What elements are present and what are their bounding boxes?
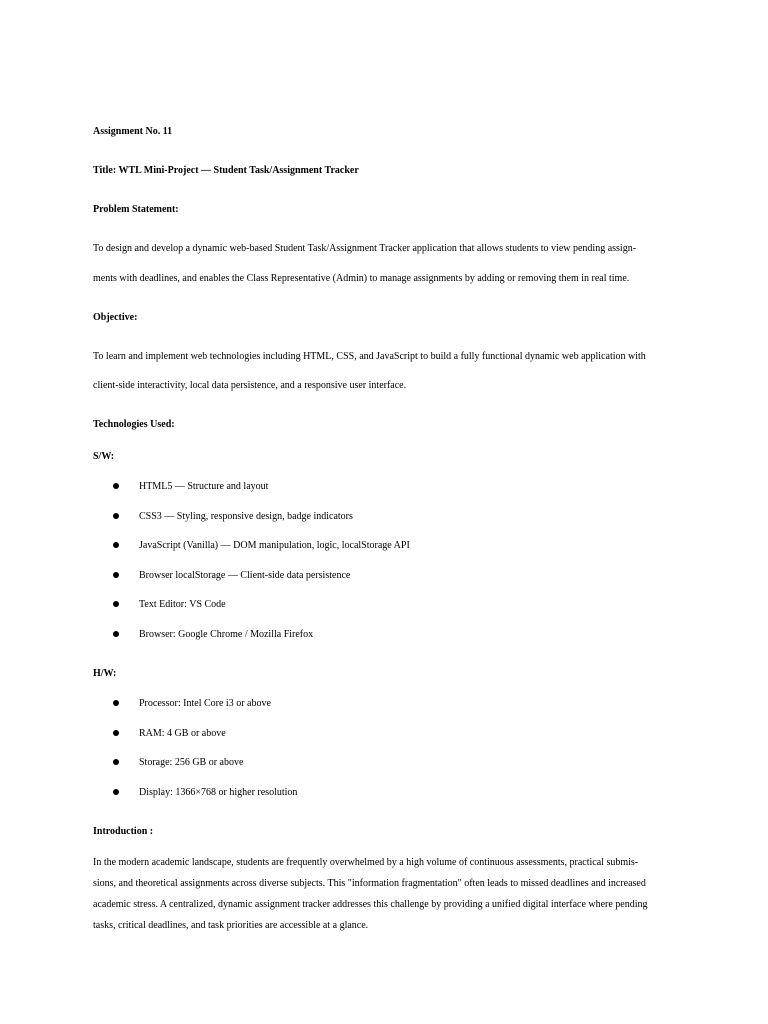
introduction-line: In the modern academic landscape, students are frequently overwhelmed by a high volume of continuous assessments, practical submis-: [93, 857, 639, 868]
list-item-text: Text Editor: VS Code: [139, 599, 226, 610]
introduction-line: sions, and theoretical assignments across diverse subjects. This "information fragmentation" often leads to missed deadlines and increased: [93, 878, 646, 889]
bullet-icon: [113, 483, 119, 489]
assignment-number: Assignment No. 11: [93, 126, 173, 137]
list-item-text: HTML5 — Structure and layout: [139, 481, 269, 492]
bullet-icon: [113, 759, 119, 765]
introduction-line: tasks, critical deadlines, and task priorities are accessible at a glance.: [93, 920, 369, 931]
introduction-heading: Introduction :: [93, 826, 154, 837]
bullet-icon: [113, 631, 119, 637]
list-item-text: RAM: 4 GB or above: [139, 728, 226, 739]
document-page: [93, 0, 683, 1024]
list-item-text: Display: 1366×768 or higher resolution: [139, 787, 298, 798]
list-item-text: Processor: Intel Core i3 or above: [139, 698, 271, 709]
bullet-icon: [113, 730, 119, 736]
list-item-text: Browser localStorage — Client-side data persistence: [139, 570, 351, 581]
objective-heading: Objective:: [93, 312, 138, 323]
introduction-line: academic stress. A centralized, dynamic assignment tracker addresses this challenge by providing a unified digital interface where pending: [93, 899, 648, 910]
bullet-icon: [113, 572, 119, 578]
problem-statement-line: To design and develop a dynamic web-based Student Task/Assignment Tracker application that allows students to view pending assign-: [93, 243, 637, 254]
software-heading: S/W:: [93, 451, 115, 462]
bullet-icon: [113, 513, 119, 519]
hardware-heading: H/W:: [93, 668, 117, 679]
problem-statement-heading: Problem Statement:: [93, 204, 179, 215]
bullet-icon: [113, 700, 119, 706]
objective-line: To learn and implement web technologies including HTML, CSS, and JavaScript to build a fully functional dynamic web application with: [93, 351, 646, 362]
document-title: Title: WTL Mini-Project — Student Task/Assignment Tracker: [93, 165, 359, 176]
technologies-heading: Technologies Used:: [93, 419, 175, 430]
list-item-text: Browser: Google Chrome / Mozilla Firefox: [139, 629, 314, 640]
bullet-icon: [113, 542, 119, 548]
list-item-text: JavaScript (Vanilla) — DOM manipulation, logic, localStorage API: [139, 540, 410, 551]
bullet-icon: [113, 789, 119, 795]
bullet-icon: [113, 601, 119, 607]
problem-statement-line: ments with deadlines, and enables the Class Representative (Admin) to manage assignments by adding or removing them in real time.: [93, 273, 630, 284]
list-item-text: CSS3 — Styling, responsive design, badge indicators: [139, 511, 353, 522]
list-item-text: Storage: 256 GB or above: [139, 757, 244, 768]
objective-line: client-side interactivity, local data persistence, and a responsive user interface.: [93, 380, 407, 391]
